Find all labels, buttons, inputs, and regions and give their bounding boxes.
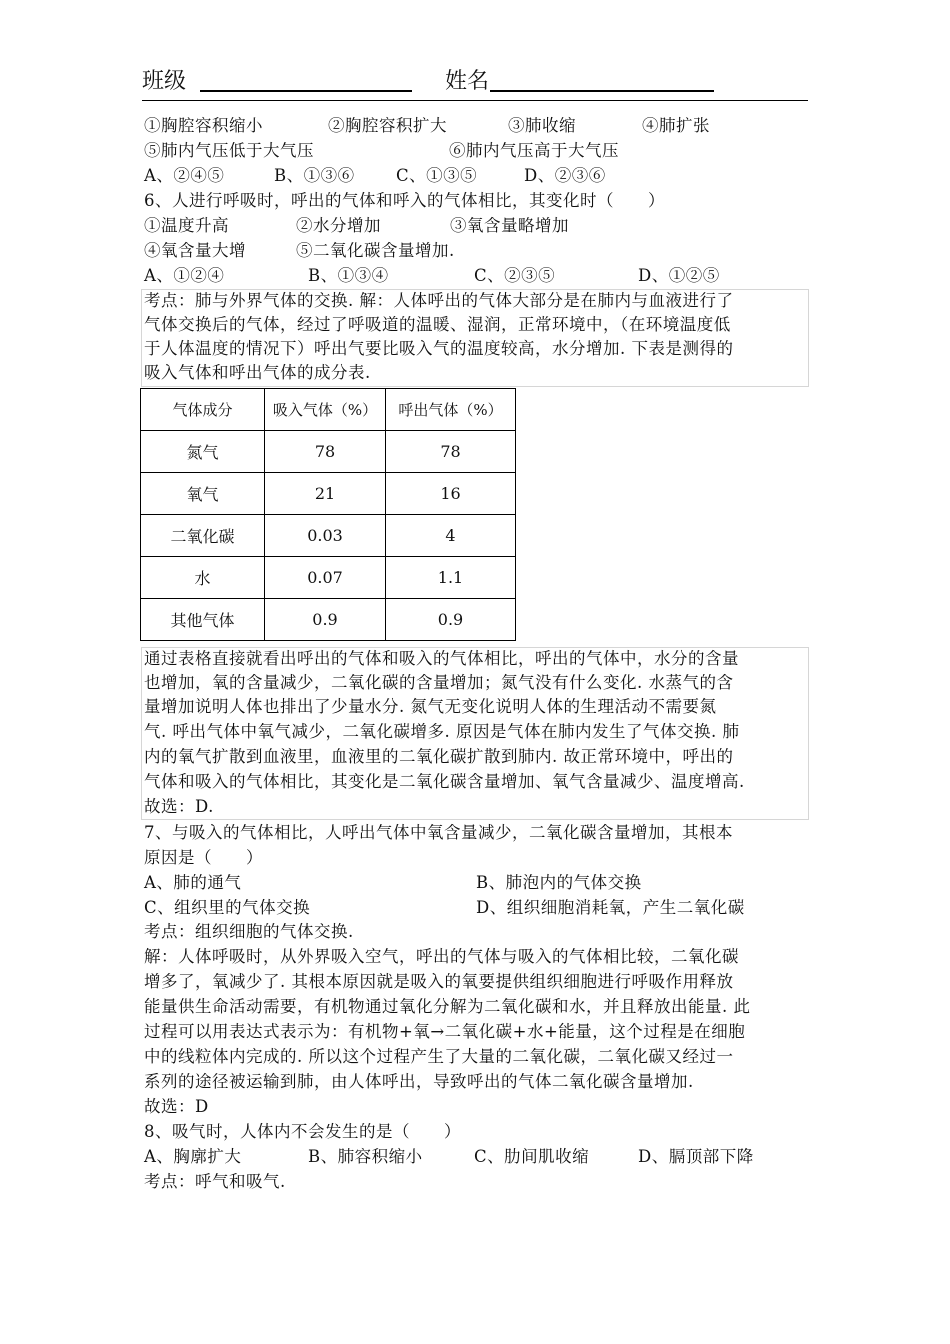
q6-conclusion-line: 气. 呼出气体中氧气减少，二氧化碳增多. 原因是气体在肺内发生了气体交换. 肺	[144, 722, 740, 741]
q8-kaodian: 考点：呼气和吸气.	[144, 1172, 286, 1191]
table-row	[141, 431, 516, 473]
q7-kaodian: 考点：组织细胞的气体交换.	[144, 922, 354, 941]
q7-solution-line: 中的线粒体内完成的. 所以这个过程产生了大量的二氧化碳，二氧化碳又经过一	[144, 1047, 734, 1066]
table-header-cell: 气体成分	[141, 389, 265, 431]
q6-option: ③氧含量略增加	[450, 216, 569, 235]
table-header-cell: 呼出气体（%）	[386, 389, 516, 431]
q5-option: ④肺扩张	[642, 116, 710, 135]
q6-option: ④氧含量大增	[144, 241, 246, 260]
table-cell: 氮气	[141, 431, 265, 473]
class-blank-line	[200, 90, 412, 92]
q7-solution-line: 增多了，氧减少了. 其根本原因就是吸入的氧要提供组织细胞进行呼吸作用释放	[144, 972, 734, 991]
gas-composition-table	[140, 388, 516, 641]
table-header-row	[141, 389, 516, 431]
q8-choice-d: D、膈顶部下降	[638, 1147, 754, 1166]
q8-choice-a: A、胸廓扩大	[144, 1147, 242, 1166]
worksheet-header	[142, 60, 808, 101]
table-header-cell: 吸入气体（%）	[265, 389, 386, 431]
table-cell: 16	[386, 473, 516, 515]
q5-option: ①胸腔容积缩小	[144, 116, 263, 135]
q7-solution-line: 解：人体呼吸时，从外界吸入空气，呼出的气体与吸入的气体相比较，二氧化碳	[144, 947, 739, 966]
q6-conclusion-line: 气体和吸入的气体相比，其变化是二氧化碳含量增加、氧气含量减少、温度增高.	[144, 772, 745, 791]
class-label: 班级	[142, 69, 187, 94]
q5-choice-b: B、①③⑥	[274, 166, 355, 185]
name-label: 姓名	[445, 69, 490, 94]
table-cell: 1.1	[386, 557, 516, 599]
q7-solution-line: 能量供生命活动需要，有机物通过氧化分解为二氧化碳和水，并且释放出能量. 此	[144, 997, 751, 1016]
q5-choice-d: D、②③⑥	[524, 166, 606, 185]
table-cell: 水	[141, 557, 265, 599]
q6-option: ①温度升高	[144, 216, 229, 235]
table-cell: 0.9	[265, 599, 386, 641]
table-cell: 4	[386, 515, 516, 557]
q7-solution-line: 过程可以用表达式表示为：有机物+氧→二氧化碳+水+能量，这个过程是在细胞	[144, 1022, 746, 1041]
table-cell: 其他气体	[141, 599, 265, 641]
table-cell: 0.9	[386, 599, 516, 641]
q7-answer: 故选：D	[144, 1097, 209, 1116]
q8-choice-c: C、肋间肌收缩	[474, 1147, 590, 1166]
q6-analysis-line: 吸入气体和呼出气体的成分表.	[144, 363, 371, 382]
q6-conclusion-line: 量增加说明人体也排出了少量水分. 氮气无变化说明人体的生理活动不需要氮	[144, 697, 717, 716]
q6-conclusion-line: 内的氧气扩散到血液里，血液里的二氧化碳扩散到肺内. 故正常环境中，呼出的	[144, 747, 734, 766]
q5-option: ⑤肺内气压低于大气压	[144, 141, 314, 160]
table-cell: 78	[386, 431, 516, 473]
table-cell: 0.07	[265, 557, 386, 599]
q7-solution-line: 系列的途径被运输到肺，由人体呼出，导致呼出的气体二氧化碳含量增加.	[144, 1072, 694, 1091]
table-cell: 氧气	[141, 473, 265, 515]
q6-conclusion-line: 故选：D.	[144, 797, 214, 816]
q6-analysis-line: 气体交换后的气体，经过了呼吸道的温暖、湿润，正常环境中，（在环境温度低	[144, 315, 731, 334]
name-blank-line	[490, 90, 714, 92]
q6-choice-d: D、①②⑤	[638, 266, 720, 285]
table-cell: 二氧化碳	[141, 515, 265, 557]
q5-option: ③肺收缩	[508, 116, 576, 135]
q6-option: ⑤二氧化碳含量增加.	[296, 241, 455, 260]
q5-option: ⑥肺内气压高于大气压	[449, 141, 619, 160]
q6-option: ②水分增加	[296, 216, 381, 235]
q5-choice-c: C、①③⑤	[396, 166, 478, 185]
table-cell: 21	[265, 473, 386, 515]
table-row	[141, 473, 516, 515]
q8-question: 8、吸气时，人体内不会发生的是（ ）	[144, 1122, 461, 1141]
q5-option: ②胸腔容积扩大	[328, 116, 447, 135]
table-row	[141, 515, 516, 557]
table-cell: 78	[265, 431, 386, 473]
q6-analysis-line: 于人体温度的情况下）呼出气要比吸入气的温度较高，水分增加. 下表是测得的	[144, 339, 734, 358]
table-row	[141, 599, 516, 641]
q6-choice-a: A、①②④	[144, 266, 225, 285]
q6-conclusion-line: 通过表格直接就看出呼出的气体和吸入的气体相比，呼出的气体中，水分的含量	[144, 649, 739, 668]
table-row	[141, 557, 516, 599]
q5-choice-a: A、②④⑤	[144, 166, 225, 185]
q7-question: 原因是（ ）	[144, 848, 263, 867]
q7-choice-d: D、组织细胞消耗氧，产生二氧化碳	[476, 898, 745, 917]
q7-question: 7、与吸入的气体相比，人呼出气体中氧含量减少，二氧化碳含量增加，其根本	[144, 823, 733, 842]
table-cell: 0.03	[265, 515, 386, 557]
q6-analysis-line: 考点：肺与外界气体的交换. 解：人体呼出的气体大部分是在肺内与血液进行了	[144, 291, 734, 310]
q6-choice-c: C、②③⑤	[474, 266, 556, 285]
q6-question: 6、人进行呼吸时，呼出的气体和呼入的气体相比，其变化时（ ）	[144, 191, 665, 210]
q7-choice-c: C、组织里的气体交换	[144, 898, 311, 917]
q6-conclusion-line: 也增加，氧的含量减少，二氧化碳的含量增加；氮气没有什么变化. 水蒸气的含	[144, 673, 734, 692]
q7-choice-a: A、肺的通气	[144, 873, 242, 892]
q7-choice-b: B、肺泡内的气体交换	[476, 873, 642, 892]
q6-choice-b: B、①③④	[308, 266, 389, 285]
q8-choice-b: B、肺容积缩小	[308, 1147, 423, 1166]
